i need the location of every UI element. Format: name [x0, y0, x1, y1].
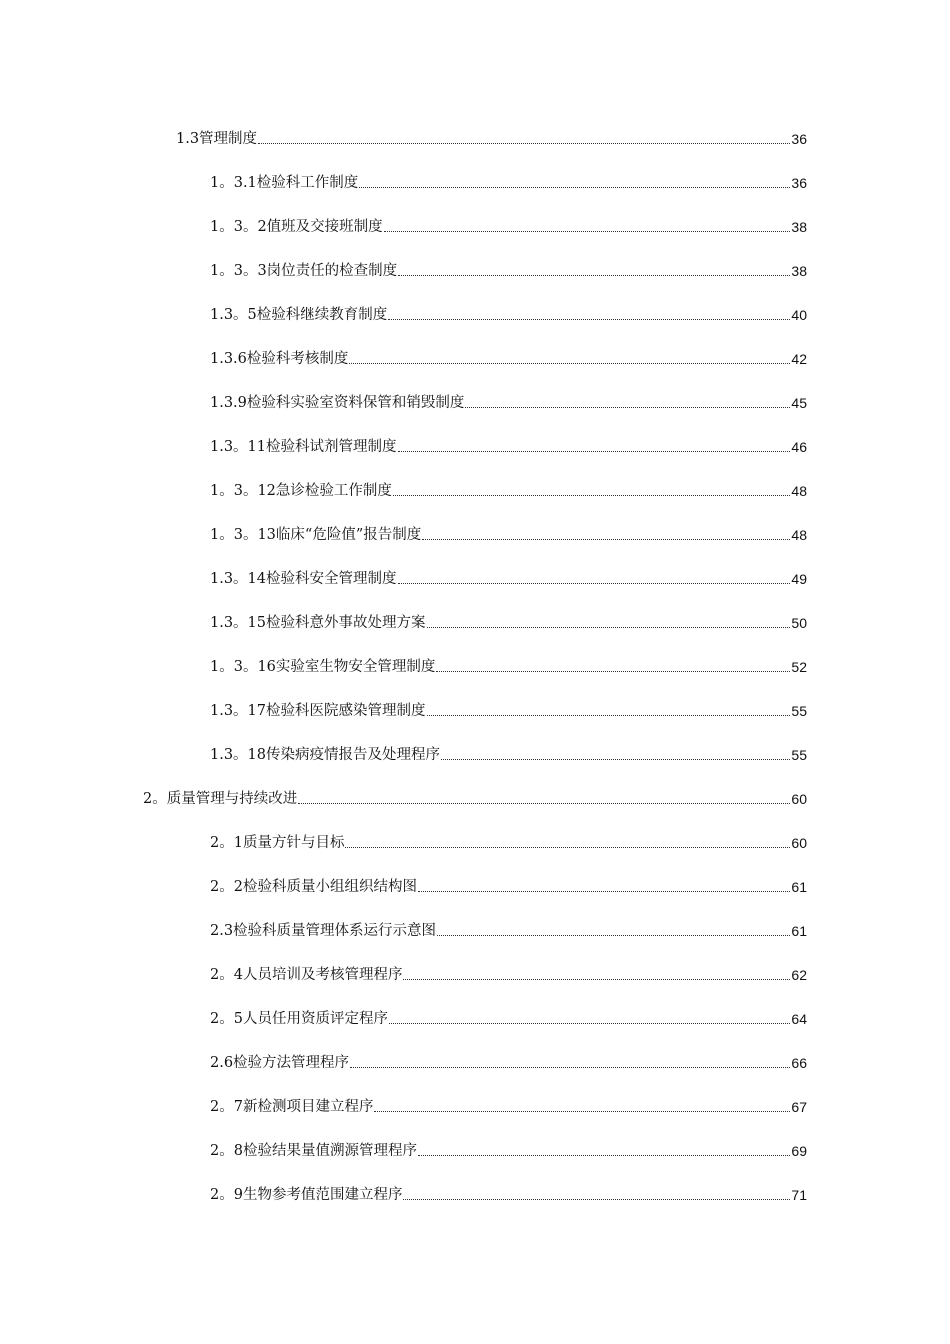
toc-entry[interactable] — [210, 303, 807, 325]
toc-entry[interactable] — [210, 479, 807, 501]
toc-entry-title: 2。9生物参考值范围建立程序 — [210, 1187, 403, 1203]
toc-entry-page-number: 48 — [791, 483, 807, 499]
toc-dot-leader — [389, 1022, 790, 1024]
toc-entry-title: 2。7新检测项目建立程序 — [210, 1099, 374, 1115]
toc-entry-title: 2。8检验结果量值溯源管理程序 — [210, 1143, 417, 1159]
toc-entry[interactable] — [210, 1139, 807, 1161]
toc-entry[interactable] — [210, 391, 807, 413]
toc-entry[interactable] — [210, 875, 807, 897]
toc-dot-leader — [441, 758, 790, 760]
toc-entry-page-number: 45 — [791, 395, 807, 411]
toc-entry[interactable] — [143, 787, 807, 809]
toc-entry-page-number: 55 — [791, 703, 807, 719]
toc-dot-leader — [422, 538, 790, 540]
toc-dot-leader — [403, 978, 790, 980]
toc-dot-leader — [384, 230, 791, 232]
toc-entry-page-number: 55 — [791, 747, 807, 763]
toc-dot-leader — [427, 626, 791, 628]
toc-entry-title: 1.3.9检验科实验室资料保管和销毁制度 — [210, 395, 465, 411]
toc-entry[interactable] — [210, 1007, 807, 1029]
toc-entry-page-number: 71 — [791, 1187, 807, 1203]
toc-entry[interactable] — [210, 435, 807, 457]
toc-entry-page-number: 40 — [791, 307, 807, 323]
toc-dot-leader — [418, 890, 790, 892]
toc-entry-page-number: 66 — [791, 1055, 807, 1071]
toc-entry[interactable] — [210, 523, 807, 545]
toc-dot-leader — [436, 670, 790, 672]
toc-entry-title: 1。3.1检验科工作制度 — [210, 175, 359, 191]
toc-dot-leader — [345, 846, 790, 848]
toc-entry[interactable] — [210, 171, 807, 193]
toc-dot-leader — [393, 494, 791, 496]
toc-dot-leader — [427, 714, 791, 716]
toc-entry-title: 2。质量管理与持续改进 — [143, 791, 298, 807]
toc-entry[interactable] — [210, 1051, 807, 1073]
toc-dot-leader — [374, 1110, 790, 1112]
toc-entry-page-number: 61 — [791, 923, 807, 939]
toc-entry[interactable] — [176, 127, 807, 149]
toc-entry-title: 2.3检验科质量管理体系运行示意图 — [210, 923, 437, 939]
toc-entry-page-number: 38 — [791, 263, 807, 279]
toc-entry-title: 2。4人员培训及考核管理程序 — [210, 967, 403, 983]
toc-dot-leader — [350, 1066, 790, 1068]
toc-entry-title: 2.6检验方法管理程序 — [210, 1055, 350, 1071]
toc-entry-title: 2。2检验科质量小组组织结构图 — [210, 879, 417, 895]
toc-entry-page-number: 46 — [791, 439, 807, 455]
toc-entry-page-number: 49 — [791, 571, 807, 587]
toc-entry-page-number: 60 — [791, 791, 807, 807]
toc-entry-title: 1。3。16实验室生物安全管理制度 — [210, 659, 436, 675]
toc-entry[interactable] — [210, 567, 807, 589]
toc-entry[interactable] — [210, 259, 807, 281]
toc-entry[interactable] — [210, 699, 807, 721]
toc-entry-page-number: 64 — [791, 1011, 807, 1027]
toc-entry[interactable] — [210, 611, 807, 633]
toc-entry-title: 1.3。18传染病疫情报告及处理程序 — [210, 747, 441, 763]
toc-entry[interactable] — [210, 919, 807, 941]
toc-entry[interactable] — [210, 963, 807, 985]
toc-entry[interactable] — [210, 1183, 807, 1205]
toc-dot-leader — [398, 450, 791, 452]
toc-entry-page-number: 36 — [791, 131, 807, 147]
toc-dot-leader — [258, 142, 790, 144]
toc-entry-page-number: 50 — [791, 615, 807, 631]
toc-entry[interactable] — [210, 831, 807, 853]
toc-entry-title: 2。5人员任用资质评定程序 — [210, 1011, 388, 1027]
toc-entry-page-number: 38 — [791, 219, 807, 235]
toc-dot-leader — [437, 934, 790, 936]
toc-entry-title: 1。3。13临床“危险值”报告制度 — [210, 527, 422, 543]
toc-entry-title: 1.3。5检验科继续教育制度 — [210, 307, 388, 323]
toc-entry-page-number: 67 — [791, 1099, 807, 1115]
toc-entry-page-number: 69 — [791, 1143, 807, 1159]
toc-entry-title: 1。3。12急诊检验工作制度 — [210, 483, 392, 499]
toc-entry-page-number: 48 — [791, 527, 807, 543]
toc-entry-title: 1.3。11检验科试剂管理制度 — [210, 439, 397, 455]
toc-dot-leader — [298, 802, 790, 804]
toc-entry[interactable] — [210, 1095, 807, 1117]
toc-dot-leader — [349, 362, 790, 364]
toc-dot-leader — [398, 582, 791, 584]
toc-entry-page-number: 36 — [791, 175, 807, 191]
toc-entry-title: 1。3。2值班及交接班制度 — [210, 219, 383, 235]
toc-dot-leader — [465, 406, 790, 408]
toc-entry-page-number: 42 — [791, 351, 807, 367]
toc-entry-page-number: 60 — [791, 835, 807, 851]
toc-entry-title: 1.3。14检验科安全管理制度 — [210, 571, 397, 587]
toc-entry-page-number: 61 — [791, 879, 807, 895]
toc-entry[interactable] — [210, 215, 807, 237]
toc-entry-title: 1。3。3岗位责任的检查制度 — [210, 263, 398, 279]
toc-entry-title: 1.3.6检验科考核制度 — [210, 351, 349, 367]
toc-entry-page-number: 52 — [791, 659, 807, 675]
toc-dot-leader — [398, 274, 790, 276]
toc-dot-leader — [388, 318, 790, 320]
toc-entry[interactable] — [210, 743, 807, 765]
toc-entry-title: 1.3管理制度 — [176, 131, 258, 147]
toc-dot-leader — [359, 186, 790, 188]
toc-entry[interactable] — [210, 655, 807, 677]
toc-entry-title: 1.3。15检验科意外事故处理方案 — [210, 615, 426, 631]
toc-entry-title: 1.3。17检验科医院感染管理制度 — [210, 703, 426, 719]
toc-entry[interactable] — [210, 347, 807, 369]
toc-dot-leader — [403, 1198, 790, 1200]
toc-dot-leader — [418, 1154, 790, 1156]
toc-entry-title: 2。1质量方针与目标 — [210, 835, 345, 851]
toc-entry-page-number: 62 — [791, 967, 807, 983]
